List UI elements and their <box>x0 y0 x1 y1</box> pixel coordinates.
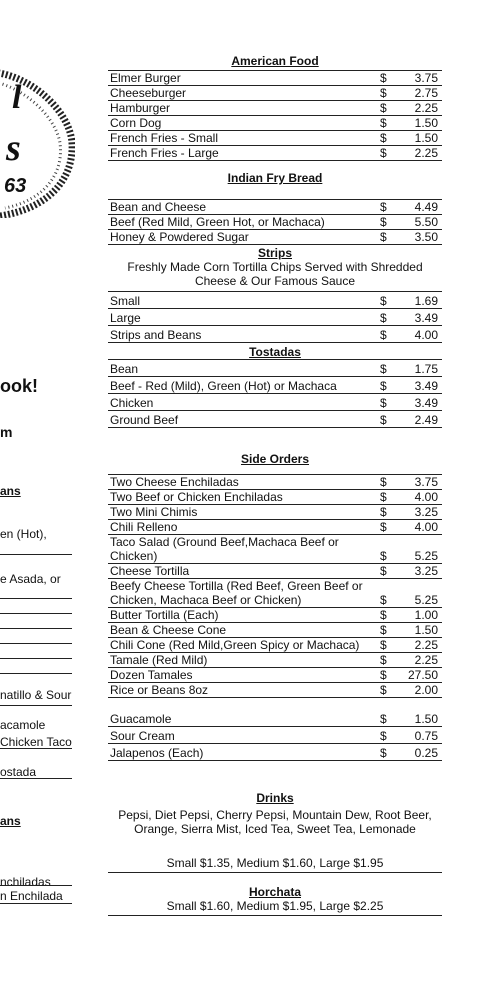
section-drinks <box>108 791 442 873</box>
menu-item-name: Two Beef or Chicken Enchiladas <box>110 490 283 504</box>
menu-item-price: 2.25 <box>414 146 438 160</box>
menu-item-dollar-sign: $ <box>380 215 387 229</box>
menu-item-price: 4.49 <box>414 200 438 214</box>
menu-item-row <box>108 727 442 744</box>
menu-item-price: 5.25 <box>414 593 438 607</box>
menu-item-row <box>108 394 442 411</box>
menu-item-name: Butter Tortilla (Each) <box>110 608 219 622</box>
menu-item-name: Guacamole <box>110 712 172 726</box>
menu-item-name: Jalapenos (Each) <box>110 746 204 760</box>
menu-item-row <box>108 116 442 131</box>
left-text-fragment: m <box>0 424 13 440</box>
svg-text:l: l <box>12 79 22 116</box>
section-indian-fry-bread <box>108 171 442 245</box>
menu-item-row <box>108 326 442 343</box>
menu-item-dollar-sign: $ <box>380 101 387 115</box>
menu-item-row <box>108 505 442 520</box>
left-divider-line <box>0 554 72 555</box>
left-divider-line <box>0 885 72 886</box>
menu-item-name: Cheeseburger <box>110 86 187 100</box>
menu-item-price: 1.50 <box>414 623 438 637</box>
menu-item-dollar-sign: $ <box>380 86 387 100</box>
menu-item-row <box>108 291 442 309</box>
menu-item-price: 1.69 <box>414 294 438 308</box>
menu-item-row <box>108 86 442 101</box>
left-text-fragment: e Asada, or <box>0 572 61 586</box>
strips-description: Cheese & Our Famous Sauce <box>194 274 356 288</box>
menu-item-dollar-sign: $ <box>380 520 387 534</box>
menu-item-row <box>108 638 442 653</box>
menu-item-name: Bean and Cheese <box>110 200 207 214</box>
menu-item-dollar-sign: $ <box>380 200 387 214</box>
menu-item-name: Tamale (Red Mild) <box>110 653 208 667</box>
drinks-list-line-2: Orange, Sierra Mist, Iced Tea, Sweet Tea, Lemonade <box>134 822 416 836</box>
section-title: American Food <box>231 54 319 68</box>
left-text-fragment: ook! <box>0 376 38 396</box>
left-text-fragment: Chicken Taco <box>0 735 72 749</box>
menu-item-dollar-sign: $ <box>380 230 387 244</box>
menu-item-price: 3.75 <box>414 71 438 85</box>
left-text-fragment: n Enchilada <box>0 889 63 903</box>
left-divider-line <box>0 598 72 599</box>
menu-item-price: 4.00 <box>414 490 438 504</box>
menu-item-dollar-sign: $ <box>380 362 387 376</box>
menu-item-price: 4.00 <box>414 520 438 534</box>
menu-item-dollar-sign: $ <box>380 146 387 160</box>
section-strips <box>108 246 442 343</box>
menu-item-name: Small <box>110 294 141 308</box>
menu-item-price: 2.00 <box>414 683 438 697</box>
section-american-food <box>108 54 442 161</box>
menu-item-name: Chili Cone (Red Mild,Green Spicy or Machaca) <box>110 638 360 652</box>
menu-item-price: 1.50 <box>414 116 438 130</box>
restaurant-logo <box>0 68 75 218</box>
horchata-prices: Small $1.60, Medium $1.95, Large $2.25 <box>108 899 442 916</box>
menu-item-dollar-sign: $ <box>380 413 387 427</box>
menu-item-row <box>108 520 442 535</box>
menu-item-row <box>108 146 442 161</box>
section-side-orders <box>108 452 442 761</box>
menu-item-name: Beefy Cheese Tortilla (Red Beef, Green Beef or Chicken, Machaca Beef or Chicken) <box>110 579 363 607</box>
menu-item-price: 2.49 <box>414 413 438 427</box>
left-divider-line <box>0 628 72 629</box>
menu-item-price: 3.49 <box>414 311 438 325</box>
menu-item-name: Ground Beef <box>110 413 179 427</box>
menu-item-row <box>108 579 442 608</box>
menu-item-name: Sour Cream <box>110 729 175 743</box>
menu-item-price: 0.75 <box>414 729 438 743</box>
menu-item-price: 1.00 <box>414 608 438 622</box>
left-text-fragment: natillo & Sour <box>0 688 72 702</box>
menu-item-dollar-sign: $ <box>380 668 387 682</box>
menu-item-row <box>108 230 442 245</box>
menu-item-dollar-sign: $ <box>380 131 387 145</box>
menu-item-row <box>108 683 442 698</box>
menu-item-name: Large <box>110 311 141 325</box>
menu-item-price: 3.49 <box>414 379 438 393</box>
menu-item-name: Cheese Tortilla <box>110 564 190 578</box>
section-title: Side Orders <box>240 452 310 466</box>
left-divider-line <box>0 778 72 779</box>
menu-item-row <box>108 608 442 623</box>
section-title: Tostadas <box>249 345 301 359</box>
menu-item-row <box>108 101 442 116</box>
menu-item-name: Strips and Beans <box>110 328 202 342</box>
section-horchata <box>108 885 442 916</box>
menu-item-dollar-sign: $ <box>380 116 387 130</box>
menu-item-name: Dozen Tamales <box>110 668 193 682</box>
menu-item-dollar-sign: $ <box>380 311 387 325</box>
menu-item-row <box>108 564 442 579</box>
menu-item-name: Honey & Powdered Sugar <box>110 230 249 244</box>
menu-item-row <box>108 744 442 761</box>
menu-item-row <box>108 70 442 86</box>
left-divider-line <box>0 748 72 749</box>
left-text-fragment: ans <box>0 814 21 828</box>
menu-item-price: 2.25 <box>414 638 438 652</box>
svg-text:s: s <box>6 127 21 169</box>
menu-item-row <box>108 131 442 146</box>
menu-item-row <box>108 490 442 505</box>
menu-item-dollar-sign: $ <box>380 683 387 697</box>
menu-item-dollar-sign: $ <box>380 746 387 760</box>
menu-item-dollar-sign: $ <box>380 475 387 489</box>
menu-item-name: Hamburger <box>110 101 171 115</box>
menu-item-dollar-sign: $ <box>380 396 387 410</box>
menu-item-price: 1.50 <box>414 131 438 145</box>
menu-item-price: 0.25 <box>414 746 438 760</box>
section-title: Indian Fry Bread <box>227 171 323 185</box>
menu-item-price: 1.75 <box>414 362 438 376</box>
left-divider-line <box>0 673 72 674</box>
left-text-fragment: ostada <box>0 765 37 779</box>
menu-item-dollar-sign: $ <box>380 608 387 622</box>
left-divider-line <box>0 705 72 706</box>
menu-item-price: 3.75 <box>414 475 438 489</box>
drinks-list-line-1: Pepsi, Diet Pepsi, Cherry Pepsi, Mountain Dew, Root Beer, <box>118 808 432 822</box>
menu-item-name: Rice or Beans 8oz <box>110 683 209 697</box>
menu-item-row <box>108 411 442 428</box>
menu-item-row <box>108 698 442 727</box>
menu-item-row <box>108 668 442 683</box>
section-tostadas <box>108 345 442 428</box>
menu-item-dollar-sign: $ <box>380 490 387 504</box>
menu-item-price: 3.50 <box>414 230 438 244</box>
menu-item-price: 1.50 <box>414 712 438 726</box>
menu-item-row <box>108 199 442 215</box>
menu-item-name: Taco Salad (Ground Beef,Machaca Beef or Chicken) <box>110 535 339 563</box>
menu-item-price: 5.50 <box>414 215 438 229</box>
menu-item-price: 3.25 <box>414 564 438 578</box>
left-text-fragment: acamole <box>0 718 46 732</box>
menu-item-dollar-sign: $ <box>380 71 387 85</box>
logo-number: 63 <box>4 175 27 197</box>
menu-item-name: Elmer Burger <box>110 71 181 85</box>
menu-item-row <box>108 377 442 394</box>
menu-item-dollar-sign: $ <box>380 379 387 393</box>
menu-item-price: 2.25 <box>414 101 438 115</box>
menu-item-name: Chicken <box>110 396 154 410</box>
menu-item-dollar-sign: $ <box>380 549 387 563</box>
menu-item-dollar-sign: $ <box>380 638 387 652</box>
menu-item-price: 3.49 <box>414 396 438 410</box>
menu-item-dollar-sign: $ <box>380 623 387 637</box>
menu-item-row <box>108 653 442 668</box>
left-divider-line <box>0 903 72 904</box>
menu-item-price: 4.00 <box>414 328 438 342</box>
menu-item-name: Beef - Red (Mild), Green (Hot) or Machaca <box>110 379 337 393</box>
menu-item-dollar-sign: $ <box>380 729 387 743</box>
menu-item-row <box>108 309 442 326</box>
menu-item-row <box>108 359 442 377</box>
menu-item-dollar-sign: $ <box>380 564 387 578</box>
menu-item-name: Beef (Red Mild, Green Hot, or Machaca) <box>110 215 325 229</box>
menu-item-row <box>108 535 442 564</box>
drinks-title: Drinks <box>256 791 294 805</box>
menu-item-dollar-sign: $ <box>380 505 387 519</box>
left-text-fragment: en (Hot), <box>0 527 47 541</box>
menu-item-row <box>108 623 442 638</box>
menu-column <box>108 54 442 916</box>
menu-item-name: Bean & Cheese Cone <box>110 623 227 637</box>
horchata-title: Horchata <box>248 885 301 899</box>
menu-item-name: Chili Relleno <box>110 520 178 534</box>
section-title: Strips <box>257 246 292 260</box>
menu-item-name: French Fries - Large <box>110 146 219 160</box>
drinks-prices: Small $1.35, Medium $1.60, Large $1.95 <box>108 856 442 873</box>
left-divider-line <box>0 658 72 659</box>
left-divider-line <box>0 613 72 614</box>
menu-item-price: 27.50 <box>407 668 438 682</box>
menu-item-name: Two Cheese Enchiladas <box>110 475 239 489</box>
menu-item-price: 2.25 <box>414 653 438 667</box>
menu-item-dollar-sign: $ <box>380 712 387 726</box>
strips-description: Freshly Made Corn Tortilla Chips Served with Shredded <box>127 260 423 274</box>
menu-item-price: 3.25 <box>414 505 438 519</box>
menu-item-row <box>108 215 442 230</box>
menu-item-dollar-sign: $ <box>380 593 387 607</box>
menu-item-dollar-sign: $ <box>380 294 387 308</box>
menu-item-name: Corn Dog <box>110 116 162 130</box>
menu-item-row <box>108 474 442 490</box>
menu-item-dollar-sign: $ <box>380 653 387 667</box>
menu-item-dollar-sign: $ <box>380 328 387 342</box>
left-text-fragment: nchiladas <box>0 875 51 889</box>
menu-item-price: 5.25 <box>414 549 438 563</box>
left-text-fragment: ans <box>0 484 21 498</box>
menu-item-name: Bean <box>110 362 139 376</box>
left-divider-line <box>0 643 72 644</box>
menu-item-name: French Fries - Small <box>110 131 219 145</box>
menu-item-price: 2.75 <box>414 86 438 100</box>
menu-item-name: Two Mini Chimis <box>110 505 198 519</box>
